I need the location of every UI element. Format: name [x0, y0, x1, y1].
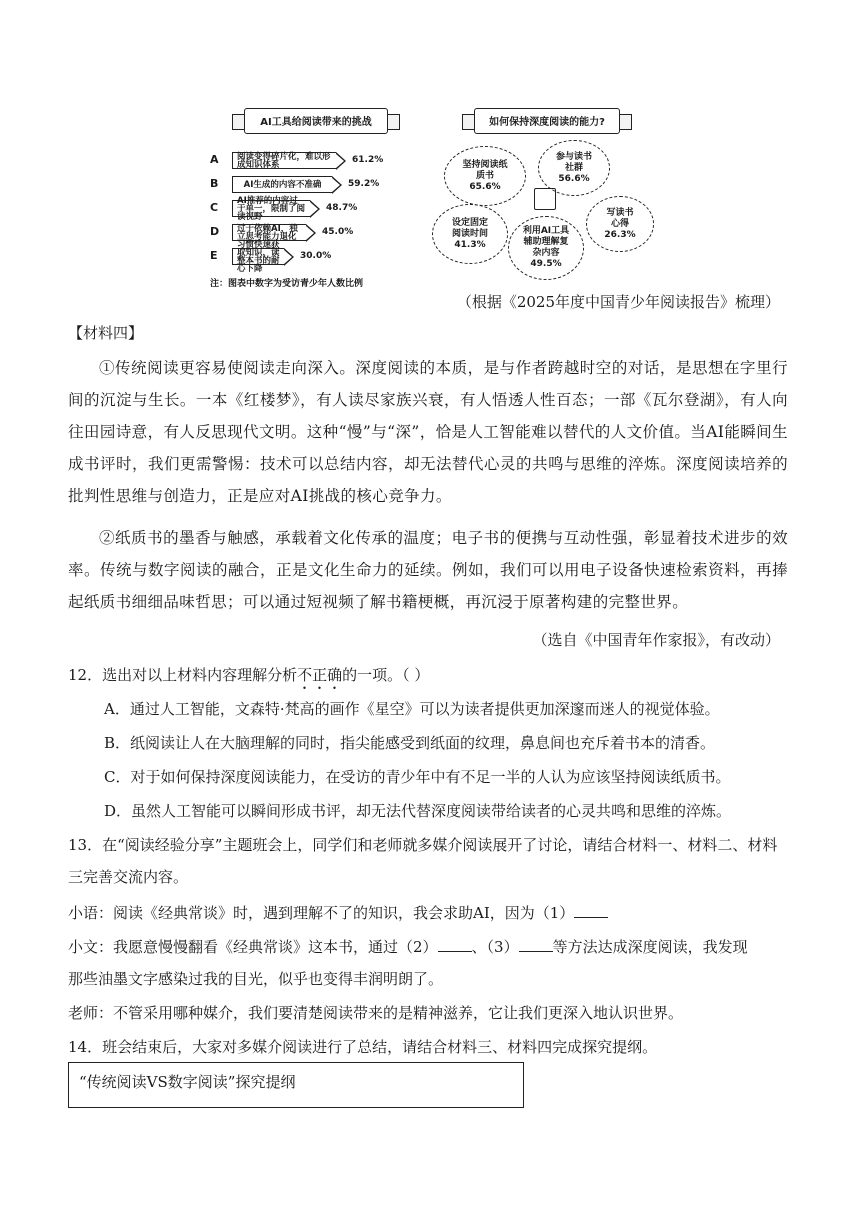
- circle-label: 利用AI工具辅助理解复杂内容: [522, 226, 570, 258]
- circle-pct: 41.3%: [454, 239, 486, 250]
- question-14: 14．班会结束后，大家对多媒介阅读进行了总结，请结合材料三、材料四完成探究提纲。: [68, 1038, 658, 1056]
- circle-label: 参与读书社群: [555, 151, 592, 173]
- answer-blank-2[interactable]: [438, 938, 472, 952]
- answer-blank-3[interactable]: [519, 938, 553, 952]
- figure-caption: （根据《2025年度中国青少年阅读报告》梳理）: [456, 293, 780, 311]
- material-heading: 【材料四】: [68, 324, 144, 342]
- challenge-pct: 48.7%: [326, 203, 358, 213]
- challenge-pct: 45.0%: [322, 227, 354, 237]
- xiaowen-line-2: 那些油墨文字感染过我的目光，似乎也变得丰润明朗了。: [68, 970, 444, 988]
- teacher-line: 老师：不管采用哪种媒介，我们要清楚阅读带来的是精神滋养，它让我们更深入地认识世界。: [68, 1004, 684, 1022]
- circle-pct: 49.5%: [530, 259, 562, 269]
- row-letter: E: [210, 249, 218, 262]
- deep-reading-circle: [432, 204, 508, 264]
- option-c[interactable]: C．对于如何保持深度阅读能力，在受访的青少年中有不足一半的人认为应该坚持阅读纸质书。: [104, 768, 731, 786]
- deep-reading-circle: [508, 216, 584, 280]
- option-a[interactable]: A．通过人工智能，文森特·梵高的画作《星空》可以为读者提供更加深邃而迷人的视觉体验。: [104, 700, 720, 718]
- xiaowen-line: [68, 936, 748, 957]
- challenge-bar: 过于依赖AI，独立思考能力退化: [232, 224, 306, 241]
- figure-note: 注：图表中数字为受访青少年人数比例: [210, 279, 364, 289]
- row-letter: D: [210, 225, 220, 238]
- challenge-bar: 阅读变得碎片化，难以形成知识体系: [232, 152, 336, 169]
- book-icon: [534, 188, 556, 210]
- q12-prefix: 12．选出对以上材料内容理解分析: [68, 666, 298, 684]
- xiaowen-text-a: 小文：我愿意慢慢翻看《经典常谈》这本书，通过（2）: [68, 938, 438, 956]
- challenge-row-d: [196, 224, 436, 242]
- xiaoyu-line: [68, 902, 608, 923]
- circle-pct: 56.6%: [558, 173, 590, 184]
- option-d[interactable]: D．虽然人工智能可以瞬间形成书评，却无法代替深度阅读带给读者的心灵共鸣和思维的淬炼。: [104, 802, 732, 820]
- source-note: （选自《中国青年作家报》，有改动）: [532, 631, 780, 649]
- option-b[interactable]: B．纸阅读让人在大脑理解的同时，指尖能感受到纸面的纹理，鼻息间也充斥着书本的清香。: [104, 734, 716, 752]
- xiaowen-text-c: 等方法达成深度阅读，我发现: [552, 938, 748, 956]
- deep-reading-circle: [444, 146, 526, 206]
- circle-label: 设定固定阅读时间: [451, 217, 488, 239]
- q12-suffix: 的一项。（ ）: [342, 666, 430, 684]
- answer-blank-1[interactable]: [574, 904, 608, 918]
- challenge-bar: 习惯快速获取知识，读整本书的耐心下降: [232, 248, 284, 265]
- paragraph-2: ②纸质书的墨香与触感，承载着文化传承的温度；电子书的便携与互动性强，彰显着技术进步的效率。传统与数字阅读的融合，正是文化生命力的延续。例如，我们可以用电子设备快速检索资料，再捧起纸质书细细品味哲思；可以通过短视频了解书籍梗概，再沉浸于原著构建的完整世界。: [68, 529, 788, 611]
- deep-reading-banner: [462, 108, 632, 134]
- deep-reading-figure: [430, 96, 660, 294]
- challenge-pct: 61.2%: [352, 155, 384, 165]
- paragraph-1: ①传统阅读更容易使阅读走向深入。深度阅读的本质，是与作者跨越时空的对话，是思想在字里行间的沉淀与生长。一本《红楼梦》，有人读尽家族兴衰，有人悟透人性百态；一部《瓦尔登湖》，有人向往田园诗意，有人反思现代文明。这种“慢”与“深”，恰是人工智能难以替代的人文价值。当AI能瞬间生成书评时，我们更需警惕：技术可以总结内容，却无法替代心灵的共鸣与思维的淬炼。深度阅读培养的批判性思维与创造力，正是应对AI挑战的核心竞争力。: [68, 359, 788, 505]
- question-13-line1: 13．在“阅读经验分享”主题班会上，同学们和老师就多媒介阅读展开了讨论，请结合材料一、材料二、材料: [68, 836, 778, 854]
- question-13-line2: 三完善交流内容。: [68, 868, 189, 886]
- challenge-row-a: [196, 152, 436, 170]
- row-letter: A: [210, 153, 219, 166]
- outline-box[interactable]: [68, 1062, 524, 1108]
- challenge-pct: 30.0%: [300, 251, 332, 261]
- challenges-banner: [232, 108, 400, 134]
- circle-label: 写读书心得: [606, 207, 634, 229]
- challenge-pct: 59.2%: [348, 179, 380, 189]
- xiaoyu-text: 小语：阅读《经典常谈》时，遇到理解不了的知识，我会求助AI，因为（1）: [68, 904, 575, 922]
- challenge-row-c: [196, 195, 436, 222]
- deep-reading-title: 如何保持深度阅读的能力?: [489, 117, 605, 128]
- circle-pct: 65.6%: [469, 181, 501, 192]
- deep-reading-circle: [586, 196, 654, 252]
- outline-title: “传统阅读VS数字阅读”探究提纲: [79, 1073, 296, 1091]
- circle-pct: 26.3%: [604, 229, 636, 240]
- challenge-row-e: [196, 239, 436, 274]
- challenge-bar: AI推荐的内容过于单一，限制了阅读视野: [232, 200, 310, 217]
- challenge-row-b: [196, 176, 436, 194]
- circle-label: 坚持阅读纸质书: [462, 159, 508, 181]
- row-letter: C: [210, 201, 219, 214]
- question-12: [68, 664, 429, 693]
- challenge-bar: AI生成的内容不准确: [232, 176, 332, 193]
- q12-emphasis: 不正确: [297, 666, 343, 684]
- row-letter: B: [210, 177, 219, 190]
- xiaowen-text-b: 、（3）: [471, 938, 519, 956]
- challenges-figure: [196, 96, 436, 294]
- challenges-title: AI工具给阅读带来的挑战: [260, 117, 372, 128]
